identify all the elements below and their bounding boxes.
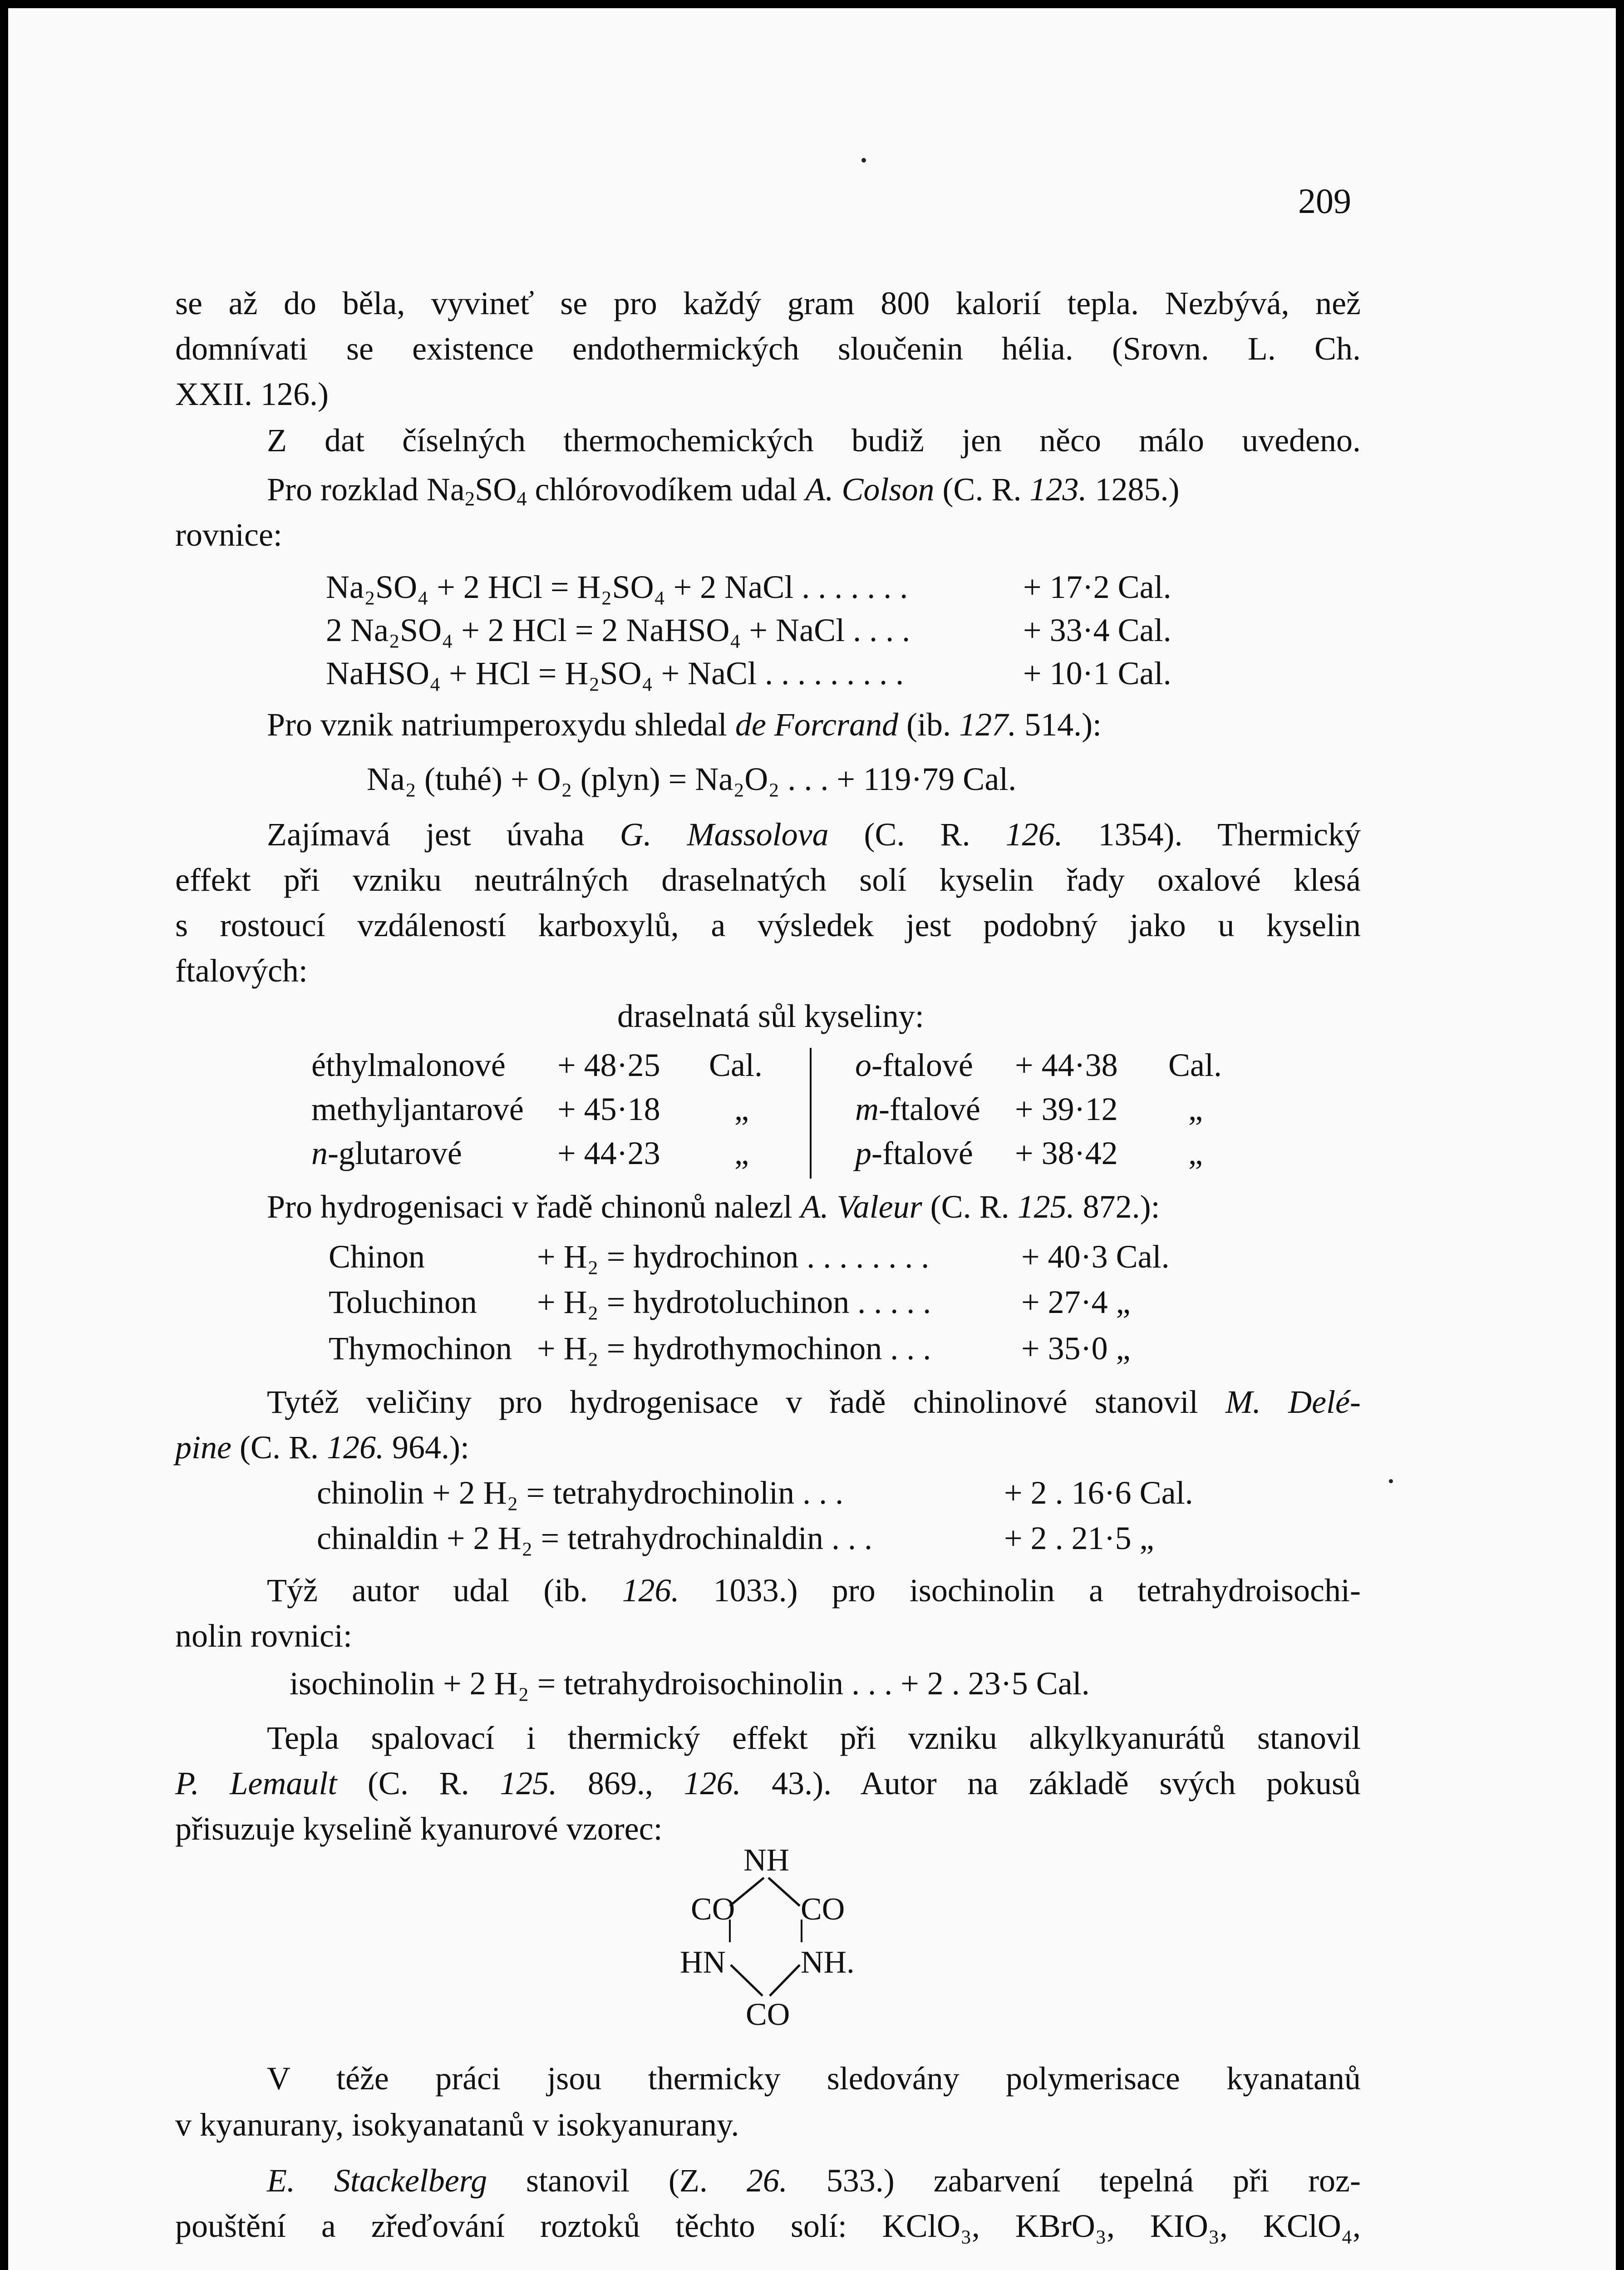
table-cell: p-ftalové (855, 1135, 973, 1171)
structure-label: NH (743, 1843, 790, 1878)
equation-row: Chinon (329, 1239, 425, 1275)
paragraph-line: ftalových: (175, 952, 308, 989)
paragraph-line: Pro vznik natriumperoxydu shledal de Forcrand (ib. 127. 514.): (267, 706, 1102, 743)
ink-speck (861, 158, 866, 163)
book-page (8, 8, 1616, 2270)
volume-number: 26. (746, 2162, 787, 2199)
table-cell: + 44·23 (557, 1135, 660, 1171)
equation-row: Thymochinon (329, 1330, 512, 1367)
equation-row: 2 Na₂SO₄ + 2 HCl = 2 NaHSO₄ + NaCl . . . . (326, 612, 910, 648)
table-cell: „ (734, 1135, 749, 1171)
paragraph-line: E. Stackelberg stanovil (Z. 26. 533.) zabarvení tepelná při roz- (267, 2162, 1361, 2199)
paragraph-line: nolin rovnici: (175, 1618, 352, 1654)
table-cell: éthylmalonové (311, 1047, 506, 1083)
equation-row: + H₂ = hydrochinon . . . . . . . . (537, 1239, 930, 1275)
paragraph-line: Pro hydrogenisaci v řadě chinonů nalezl A. Valeur (C. R. 125. 872.): (267, 1189, 1160, 1225)
bond-line (770, 1965, 800, 1996)
equation-value: + 17·2 Cal. (1023, 569, 1171, 605)
paragraph-line: s rostoucí vzdáleností karboxylů, a výsledek jest podobný jako u kyselin (175, 907, 1361, 943)
table-cell: + 44·38 (1015, 1047, 1118, 1083)
paragraph-line: V téže práci jsou thermicky sledovány polymerisace kyanatanů (267, 2060, 1361, 2097)
author-name: A. Colson (805, 471, 935, 508)
paragraph-line: Týž autor udal (ib. 126. 1033.) pro isochinolin a tetrahydroisochi- (267, 1572, 1361, 1609)
table-cell: Cal. (1168, 1047, 1222, 1083)
table-cell: n-glutarové (311, 1135, 462, 1171)
paragraph-line: XXII. 126.) (175, 376, 329, 412)
table-cell: methyljantarové (311, 1091, 524, 1127)
table-cell: o-ftalové (855, 1047, 973, 1083)
paragraph-line: v kyanurany, isokyanatanů v isokyanurany. (175, 2107, 739, 2143)
table-cell: „ (1188, 1091, 1203, 1127)
volume-number: 125. (500, 1765, 557, 1801)
paragraph-line: pouštění a zřeďování roztoků těchto solí: KClO₃, KBrO₃, KIO₃, KClO₄, (175, 2208, 1361, 2244)
structure-label: CO (691, 1892, 735, 1927)
author-name: G. Massolova (620, 816, 829, 853)
table-header: draselnatá sůl kyseliny: (617, 998, 924, 1034)
table-cell: „ (734, 1091, 749, 1127)
ink-speck (1389, 1479, 1393, 1483)
volume-number: 125. (1017, 1189, 1075, 1225)
volume-number: 126. (1005, 816, 1063, 853)
paragraph-line: pine (C. R. 126. 964.): (175, 1429, 469, 1466)
equation-row: + H₂ = hydrothymochinon . . . (537, 1330, 931, 1367)
table-cell: m-ftalové (855, 1091, 980, 1127)
equation-row: chinolin + 2 H₂ = tetrahydrochinolin . . . (317, 1475, 844, 1511)
paragraph-line: Zajímavá jest úvaha G. Massolova (C. R. 126. 1354). Thermický (267, 816, 1361, 853)
table-cell: + 38·42 (1015, 1135, 1118, 1171)
structure-bonds (662, 1842, 889, 2051)
author-name: P. Lemault (175, 1765, 337, 1801)
structure-label: NH. (801, 1945, 855, 1980)
volume-number: 126. (327, 1429, 384, 1466)
table-cell: Cal. (709, 1047, 763, 1083)
cyanuric-acid-structure (662, 1842, 889, 2051)
equation-value: + 27·4 „ (1021, 1284, 1131, 1320)
author-name: E. Stackelberg (267, 2162, 487, 2199)
paragraph-line: Tytéž veličiny pro hydrogenisace v řadě chinolinové stanovil M. Delé- (267, 1384, 1361, 1420)
paragraph-line: domnívati se existence endothermických sloučenin hélia. (Srovn. L. Ch. (175, 331, 1361, 367)
paragraph-line: Pro rozklad $Na_2SO_4$ chlórovodíkem udal A. Colson (C. R. 123. 1285.) (267, 471, 1180, 510)
page-number: 209 (1298, 181, 1351, 221)
bond-line (731, 1965, 763, 1996)
equation-value: + 10·1 Cal. (1023, 655, 1171, 691)
structure-label: CO (746, 1997, 790, 2032)
table-cell: + 48·25 (557, 1047, 660, 1083)
author-name: M. Delé- (1225, 1384, 1361, 1420)
equation-value: + 33·4 Cal. (1023, 612, 1171, 648)
table-cell: „ (1188, 1135, 1203, 1171)
bond-line (730, 1878, 764, 1906)
structure-label: CO (801, 1892, 845, 1927)
volume-number: 126. (622, 1572, 679, 1609)
equation-value: + 2 . 16·6 Cal. (1004, 1475, 1193, 1511)
equation-value: + 2 . 21·5 „ (1004, 1520, 1154, 1556)
volume-number: 127. (959, 706, 1017, 743)
equation-row: Toluchinon (329, 1284, 477, 1320)
table-cell: + 39·12 (1015, 1091, 1118, 1127)
paragraph-line: Tepla spalovací i thermický effekt při vzniku alkylkyanurátů stanovil (267, 1720, 1361, 1756)
structure-label: HN (680, 1945, 726, 1980)
equation-row: Na₂ (tuhé) + O₂ (plyn) = Na₂O₂ . . . + 119·79 Cal. (367, 761, 1017, 797)
equation-row: Na₂SO₄ + 2 HCl = H₂SO₄ + 2 NaCl . . . . . . . (326, 569, 908, 605)
paragraph-line: effekt při vzniku neutrálných draselnatých solí kyselin řady oxalové klesá (175, 862, 1361, 898)
paragraph-line: přisuzuje kyselině kyanurové vzorec: (175, 1811, 663, 1847)
equation-value: + 35·0 „ (1021, 1330, 1131, 1367)
equation-row: isochinolin + 2 H₂ = tetrahydroisochinolin . . . + 2 . 23·5 Cal. (290, 1665, 1090, 1702)
paragraph-line: se až do běla, vyvineť se pro každý gram 800 kalorií tepla. Nezbývá, než (175, 285, 1361, 321)
equation-value: + 40·3 Cal. (1021, 1239, 1170, 1275)
volume-number: 126. (684, 1765, 741, 1801)
author-name: A. Valeur (800, 1189, 922, 1225)
author-name: pine (175, 1429, 231, 1466)
bond-line (768, 1878, 800, 1906)
table-cell: + 45·18 (557, 1091, 660, 1127)
table-divider (810, 1048, 812, 1179)
equation-row: chinaldin + 2 H₂ = tetrahydrochinaldin . . . (317, 1520, 873, 1556)
paragraph-line: P. Lemault (C. R. 125. 869., 126. 43.). Autor na základě svých pokusů (175, 1765, 1361, 1801)
equation-row: NaHSO₄ + HCl = H₂SO₄ + NaCl . . . . . . . . . (326, 655, 904, 691)
volume-number: 123. (1029, 471, 1087, 508)
equation-row: + H₂ = hydrotoluchinon . . . . . (537, 1284, 931, 1320)
paragraph-line: rovnice: (175, 517, 282, 553)
author-name: de Forcrand (735, 706, 899, 743)
paragraph-line: Z dat číselných thermochemických budiž jen něco málo uvedeno. (267, 422, 1361, 459)
